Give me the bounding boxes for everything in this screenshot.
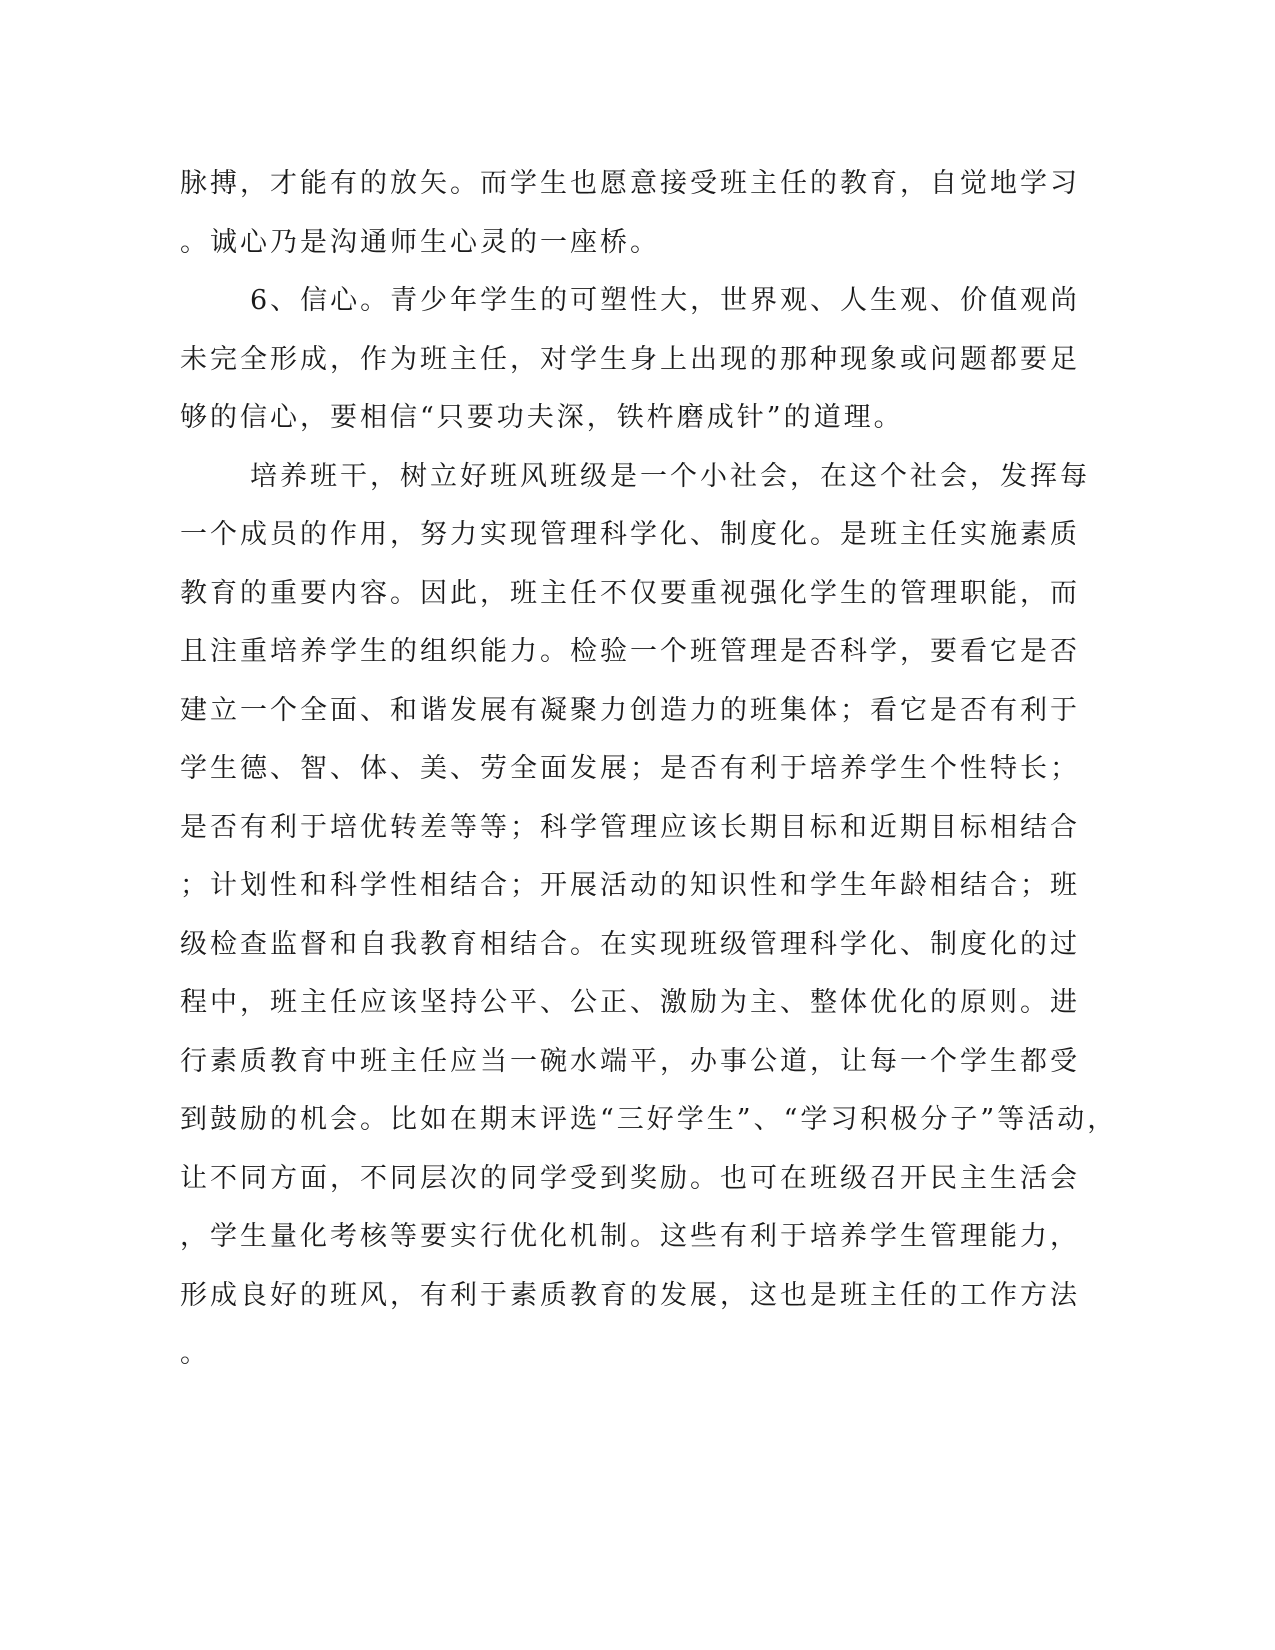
text-line: 形成良好的班风，有利于素质教育的发展，这也是班主任的工作方法	[180, 1279, 1080, 1311]
document-body	[180, 155, 1118, 1384]
text-line: 脉搏，才能有的放矢。而学生也愿意接受班主任的教育，自觉地学习	[180, 168, 1080, 199]
text-line: 且注重培养学生的组织能力。检验一个班管理是否科学，要看它是否	[180, 636, 1080, 667]
text-line: 培养班干，树立好班风班级是一个小社会，在这个社会，发挥每	[250, 460, 1090, 492]
text-line: 6、信心。青少年学生的可塑性大，世界观、人生观、价值观尚	[250, 285, 1081, 316]
text-line: 教育的重要内容。因此，班主任不仅要重视强化学生的管理职能，而	[180, 577, 1080, 609]
text-line: 让不同方面，不同层次的同学受到奖励。也可在班级召开民主生活会	[180, 1162, 1080, 1194]
text-line: 一个成员的作用，努力实现管理科学化、制度化。是班主任实施素质	[180, 519, 1080, 550]
text-line: 程中，班主任应该坚持公平、公正、激励为主、整体优化的原则。进	[180, 987, 1080, 1018]
text-line: 未完全形成，作为班主任，对学生身上出现的那种现象或问题都要足	[180, 343, 1080, 375]
text-line: 是否有利于培优转差等等；科学管理应该长期目标和近期目标相结合	[180, 811, 1080, 843]
text-line: 。诚心乃是沟通师生心灵的一座桥。	[180, 226, 660, 258]
text-line: ；计划性和科学性相结合；开展活动的知识性和学生年龄相结合；班	[180, 870, 1080, 901]
text-line: 到鼓励的机会。比如在期末评选“三好学生”、“学习积极分子”等活动，	[180, 1104, 1118, 1135]
text-line: 够的信心，要相信“只要功夫深，铁杵磨成针”的道理。	[180, 402, 904, 433]
text-line: ，学生量化考核等要实行优化机制。这些有利于培养学生管理能力，	[180, 1221, 1080, 1252]
paragraph-sincerity-end	[180, 155, 1080, 272]
text-line: 级检查监督和自我教育相结合。在实现班级管理科学化、制度化的过	[180, 928, 1080, 960]
text-line: 建立一个全面、和谐发展有凝聚力创造力的班集体；看它是否有利于	[180, 694, 1080, 726]
text-line: 行素质教育中班主任应当一碗水端平，办事公道，让每一个学生都受	[180, 1045, 1080, 1077]
paragraph-confidence	[180, 272, 1081, 448]
text-line: 学生德、智、体、美、劳全面发展；是否有利于培养学生个性特长；	[180, 753, 1080, 784]
text-line: 。	[180, 1338, 210, 1369]
paragraph-class-cadres	[180, 448, 1118, 1384]
